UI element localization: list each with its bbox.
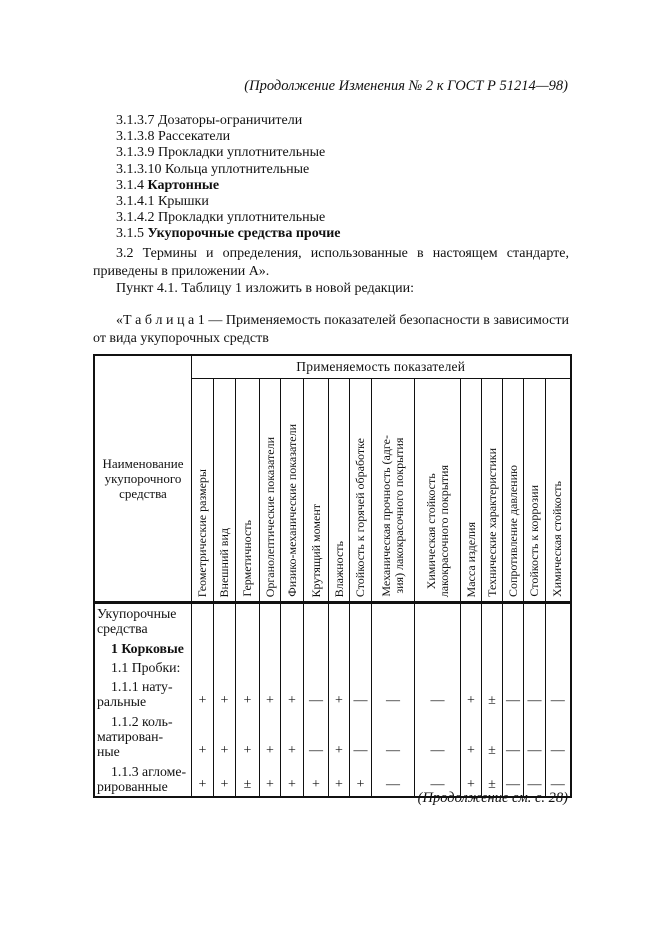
- clause-item: [116, 129, 341, 145]
- applicability-cell: [372, 604, 415, 639]
- applicability-cell: [304, 658, 329, 677]
- applicability-cell: +: [329, 762, 350, 798]
- indicator-column-header: [372, 379, 415, 603]
- applicability-cell: +: [281, 762, 304, 798]
- indicator-column-header: [482, 379, 503, 603]
- indicator-label: Влажность: [331, 540, 346, 597]
- applicability-cell: [304, 639, 329, 658]
- applicability-cell: [546, 604, 571, 639]
- indicator-column-header: [524, 379, 546, 603]
- applicability-cell: [304, 604, 329, 639]
- table-row: [94, 677, 571, 712]
- closure-name: 1 Корковые: [94, 639, 192, 658]
- applicability-cell: [350, 604, 372, 639]
- indicator-label: Физико-механические показатели: [284, 424, 299, 597]
- indicator-label: Технические характеристики: [484, 448, 499, 597]
- clause-item: [116, 194, 341, 210]
- applicability-cell: [372, 658, 415, 677]
- applicability-cell: [546, 639, 571, 658]
- applicability-cell: +: [329, 712, 350, 762]
- applicability-cell: —: [415, 762, 461, 798]
- applicability-cell: +: [260, 712, 281, 762]
- clause-item: [116, 162, 341, 178]
- clause-number: 3.1.5: [116, 226, 144, 242]
- applicability-cell: +: [260, 677, 281, 712]
- applicability-cell: [281, 658, 304, 677]
- indicator-label: Геометрические размеры: [195, 468, 209, 597]
- indicator-column-header: [192, 379, 214, 603]
- applicability-cell: +: [192, 712, 214, 762]
- indicator-column-header: [546, 379, 571, 603]
- table-row: [94, 658, 571, 677]
- closure-name: 1.1.2 коль- матирован- ные: [94, 712, 192, 762]
- applicability-cell: [546, 658, 571, 677]
- indicator-column-header: [281, 379, 304, 603]
- applicability-cell: [214, 604, 236, 639]
- page-header: (Продолжение Изменения № 2 к ГОСТ Р 51214—98): [244, 78, 568, 94]
- applicability-cell: —: [304, 712, 329, 762]
- applicability-cell: —: [503, 712, 524, 762]
- table-caption: [93, 312, 569, 347]
- clause-item: [116, 226, 341, 242]
- applicability-cell: —: [372, 762, 415, 798]
- applicability-cell: —: [372, 712, 415, 762]
- applicability-cell: —: [503, 677, 524, 712]
- applicability-cell: —: [415, 712, 461, 762]
- applicability-cell: —: [372, 677, 415, 712]
- indicator-column-header: [503, 379, 524, 603]
- applicability-cell: [350, 639, 372, 658]
- indicator-label: Сопротивление давлению: [505, 465, 520, 597]
- applicability-cell: +: [281, 712, 304, 762]
- indicator-column-header: [304, 379, 329, 603]
- closure-name: 1.1.3 агломе- рированные: [94, 762, 192, 798]
- indicator-label: Химическая стойкость лакокрасочного покрытия: [423, 464, 451, 597]
- applicability-group-header: Применяемость показателей: [192, 355, 571, 379]
- paragraph-terms: 3.2 Термины и определения, использованные в настоящем стандарте, приведены в приложении А».: [93, 246, 569, 279]
- closure-name: 1.1.1 нату- ральные: [94, 677, 192, 712]
- applicability-cell: [281, 604, 304, 639]
- indicator-label: Крутящий момент: [308, 503, 323, 597]
- clause-number: 3.1.3.10 Кольца уплотнительные: [116, 161, 310, 177]
- indicator-column-header: [329, 379, 350, 603]
- indicator-label: Органолептические показатели: [262, 436, 277, 597]
- clause-title: Укупорочные средства прочие: [147, 226, 341, 242]
- applicability-cell: [260, 658, 281, 677]
- applicability-cell: +: [461, 762, 482, 798]
- applicability-cell: [236, 658, 260, 677]
- applicability-cell: [524, 639, 546, 658]
- applicability-cell: —: [503, 762, 524, 798]
- applicability-cell: +: [236, 712, 260, 762]
- table-row: [94, 604, 571, 639]
- applicability-cell: ±: [482, 677, 503, 712]
- indicator-label: Химическая стойкость: [550, 481, 565, 597]
- applicability-cell: [461, 604, 482, 639]
- indicator-column-header: [214, 379, 236, 603]
- applicability-cell: +: [329, 677, 350, 712]
- applicability-cell: +: [260, 762, 281, 798]
- clause-item: [116, 145, 341, 161]
- applicability-cell: [503, 658, 524, 677]
- paragraph-table-instruction: Пункт 4.1. Таблицу 1 изложить в новой редакции:: [116, 281, 414, 296]
- indicator-label: Герметичность: [240, 520, 254, 597]
- applicability-cell: +: [461, 677, 482, 712]
- applicability-cell: [524, 658, 546, 677]
- table-caption-title: — Применяемость показателей безопасности в зависимости от вида укупорочных средств: [93, 313, 570, 346]
- applicability-cell: [236, 639, 260, 658]
- indicator-label: Механическая прочность (адге- зия) лакокрасочного покрытия: [379, 435, 406, 597]
- applicability-cell: +: [236, 677, 260, 712]
- applicability-cell: +: [461, 712, 482, 762]
- applicability-cell: [372, 639, 415, 658]
- applicability-cell: [461, 658, 482, 677]
- applicability-cell: —: [524, 677, 546, 712]
- applicability-cell: —: [350, 712, 372, 762]
- applicability-cell: +: [192, 677, 214, 712]
- applicability-cell: +: [192, 762, 214, 798]
- indicator-column-header: [236, 379, 260, 603]
- applicability-cell: [415, 604, 461, 639]
- applicability-cell: —: [524, 712, 546, 762]
- page-footer: (Продолжение см. с. 28): [417, 790, 568, 806]
- table-caption-prefix: «Т а б л и ц а 1: [116, 313, 205, 328]
- applicability-cell: +: [214, 712, 236, 762]
- clause-number: 3.1.4.1 Крышки: [116, 194, 209, 210]
- applicability-cell: [214, 658, 236, 677]
- applicability-cell: —: [304, 677, 329, 712]
- clause-list: [116, 113, 341, 243]
- indicator-label: Масса изделия: [463, 521, 478, 597]
- indicator-label: Стойкость к коррозии: [527, 485, 541, 597]
- applicability-cell: —: [524, 762, 546, 798]
- clause-number: 3.1.3.7 Дозаторы-ограничители: [116, 113, 303, 128]
- clause-item: [116, 113, 341, 129]
- indicator-label: Стойкость к горячей обработке: [353, 437, 367, 597]
- applicability-cell: [192, 658, 214, 677]
- table-row: [94, 639, 571, 658]
- applicability-cell: ±: [482, 762, 503, 798]
- applicability-cell: [461, 639, 482, 658]
- applicability-cell: —: [546, 677, 571, 712]
- indicator-column-header: [260, 379, 281, 603]
- applicability-cell: +: [350, 762, 372, 798]
- safety-indicators-table: [93, 354, 572, 798]
- clause-item: [116, 178, 341, 194]
- applicability-cell: ±: [236, 762, 260, 798]
- applicability-cell: ±: [482, 712, 503, 762]
- name-column-header: Наименование укупорочного средства: [94, 355, 192, 602]
- closure-name: Укупорочные средства: [94, 604, 192, 639]
- applicability-cell: [482, 658, 503, 677]
- clause-number: 3.1.4: [116, 177, 144, 193]
- applicability-cell: [503, 604, 524, 639]
- applicability-cell: [482, 604, 503, 639]
- applicability-cell: [350, 658, 372, 677]
- table-row: [94, 712, 571, 762]
- applicability-cell: —: [546, 762, 571, 798]
- applicability-cell: [482, 639, 503, 658]
- indicator-label: Внешний вид: [217, 527, 231, 597]
- applicability-cell: [192, 604, 214, 639]
- applicability-cell: [260, 604, 281, 639]
- applicability-cell: [503, 639, 524, 658]
- clause-number: 3.1.3.9 Прокладки уплотнительные: [116, 145, 326, 161]
- applicability-cell: —: [350, 677, 372, 712]
- applicability-cell: +: [214, 677, 236, 712]
- indicator-column-header: [461, 379, 482, 603]
- applicability-cell: [415, 658, 461, 677]
- applicability-cell: [415, 639, 461, 658]
- applicability-cell: [329, 604, 350, 639]
- clause-title: Картонные: [147, 177, 220, 193]
- applicability-cell: [236, 604, 260, 639]
- applicability-cell: [214, 639, 236, 658]
- applicability-cell: +: [214, 762, 236, 798]
- applicability-cell: —: [546, 712, 571, 762]
- applicability-cell: [192, 639, 214, 658]
- clause-item: [116, 210, 341, 226]
- applicability-cell: [260, 639, 281, 658]
- indicator-column-header: [415, 379, 461, 603]
- applicability-cell: [524, 604, 546, 639]
- indicator-column-header: [350, 379, 372, 603]
- applicability-cell: +: [304, 762, 329, 798]
- clause-number: 3.1.3.8 Рассекатели: [116, 129, 231, 145]
- clause-number: 3.1.4.2 Прокладки уплотнительные: [116, 210, 326, 226]
- applicability-cell: +: [281, 677, 304, 712]
- applicability-cell: —: [415, 677, 461, 712]
- applicability-cell: [281, 639, 304, 658]
- applicability-cell: [329, 639, 350, 658]
- closure-name: 1.1 Пробки:: [94, 658, 192, 677]
- applicability-cell: [329, 658, 350, 677]
